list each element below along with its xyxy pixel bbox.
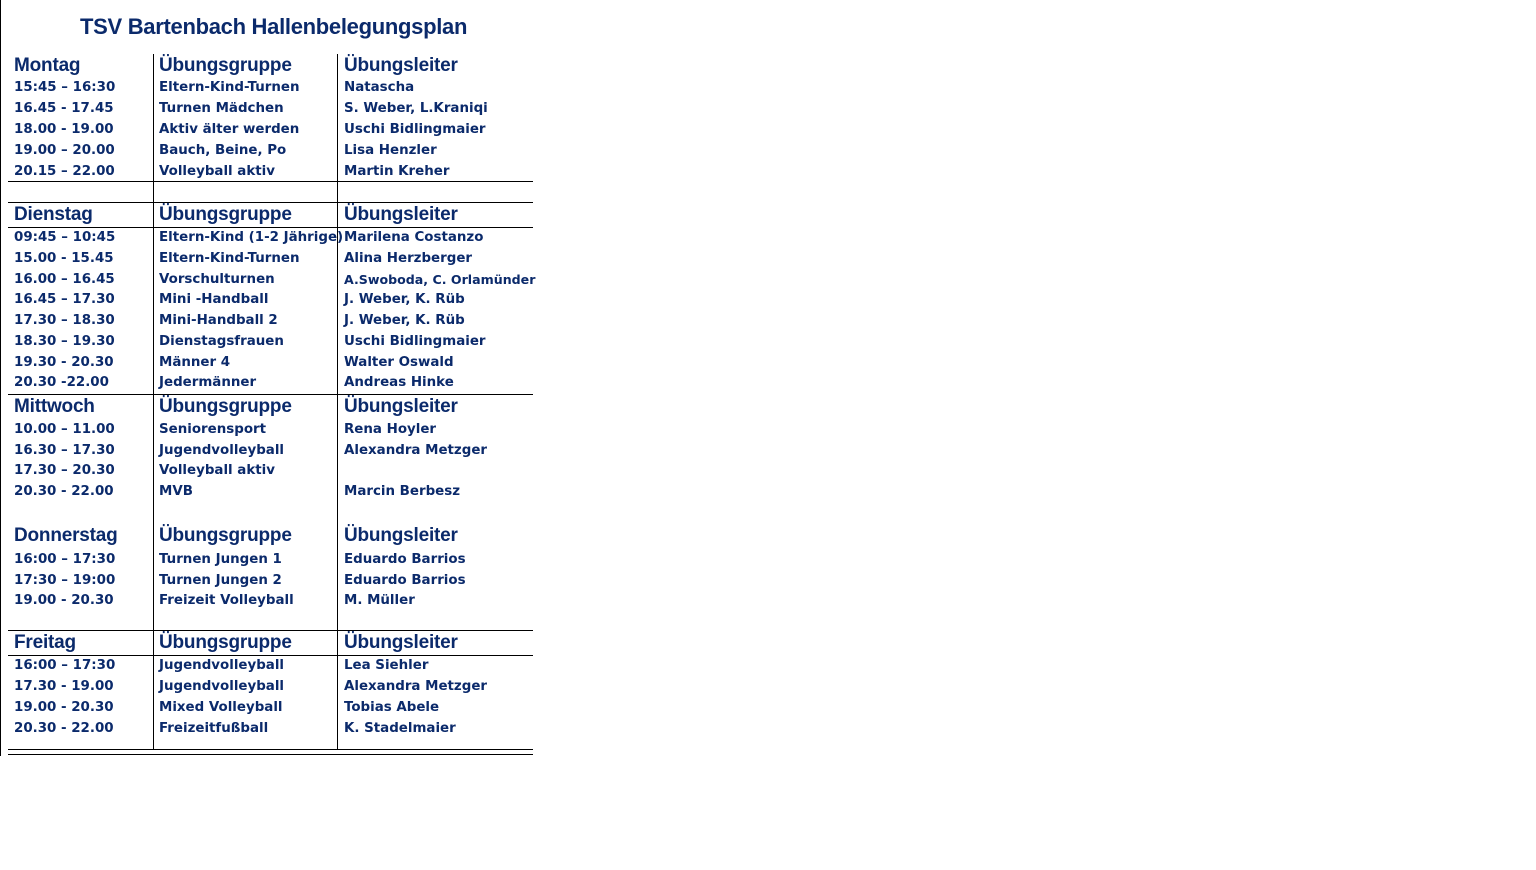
training-group: Volleyball aktiv: [159, 463, 275, 479]
training-group: Mini -Handball: [159, 292, 269, 308]
row-divider: [8, 655, 533, 656]
time-slot: 20.15 – 22.00: [14, 164, 115, 179]
day-heading: Donnerstag: [14, 525, 118, 546]
day-heading: Dienstag: [14, 204, 93, 225]
time-slot: 17.30 – 18.30: [14, 313, 115, 328]
trainer-name: J. Weber, K. Rüb: [344, 313, 465, 328]
training-group: MVB: [159, 484, 193, 500]
row-divider: [8, 394, 533, 395]
time-slot: 19.00 – 20.00: [14, 143, 115, 158]
trainer-name: Eduardo Barrios: [344, 572, 466, 588]
time-slot: 19.00 - 20.30: [14, 699, 114, 715]
training-group: Jugendvolleyball: [159, 678, 285, 694]
leader-column-header: Übungsleiter: [344, 204, 458, 225]
group-column-header: Übungsgruppe: [159, 396, 292, 417]
group-column-header: Übungsgruppe: [159, 55, 292, 76]
time-slot: 20.30 - 22.00: [14, 484, 114, 500]
time-slot: 16.45 – 17.30: [14, 292, 115, 308]
trainer-name: Alexandra Metzger: [344, 442, 488, 458]
row-divider: [8, 202, 533, 203]
training-group: Aktiv älter werden: [159, 122, 300, 137]
time-slot: 19.00 - 20.30: [14, 593, 114, 608]
trainer-name: Tobias Abele: [344, 699, 440, 715]
row-divider: [8, 630, 533, 631]
time-slot: 10.00 – 11.00: [14, 422, 115, 437]
trainer-name: Marilena Costanzo: [344, 230, 484, 245]
time-slot: 17.30 - 19.00: [14, 678, 114, 694]
trainer-name: Eduardo Barrios: [344, 552, 466, 567]
trainer-name: M. Müller: [344, 593, 415, 608]
trainer-name: Uschi Bidlingmaier: [344, 122, 486, 137]
trainer-name: Walter Oswald: [344, 354, 454, 370]
trainer-name: Andreas Hinke: [344, 375, 454, 391]
time-slot: 16.45 - 17.45: [14, 101, 114, 116]
training-group: Jugendvolleyball: [159, 442, 285, 458]
time-slot: 15.00 - 15.45: [14, 250, 114, 266]
day-heading: Montag: [14, 55, 81, 76]
time-slot: 20.30 - 22.00: [14, 720, 114, 736]
column-divider: [337, 54, 338, 750]
time-slot: 16.00 – 16.45: [14, 271, 115, 287]
group-column-header: Übungsgruppe: [159, 632, 292, 653]
training-group: Eltern-Kind-Turnen: [159, 80, 300, 95]
day-heading: Mittwoch: [14, 396, 95, 417]
page-title: TSV Bartenbach Hallenbelegungsplan: [80, 14, 468, 39]
training-group: Seniorensport: [159, 422, 267, 437]
trainer-name: Rena Hoyler: [344, 422, 437, 437]
trainer-name: Lea Siehler: [344, 658, 429, 673]
row-divider: [8, 754, 533, 755]
row-divider: [8, 181, 533, 182]
trainer-name: Natascha: [344, 80, 415, 95]
day-heading: Freitag: [14, 632, 76, 653]
trainer-name: Alexandra Metzger: [344, 678, 488, 694]
training-group: Turnen Jungen 1: [159, 552, 282, 567]
training-group: Eltern-Kind-Turnen: [159, 250, 300, 266]
schedule-sheet: [0, 0, 536, 756]
trainer-name: Alina Herzberger: [344, 250, 473, 266]
time-slot: 15:45 – 16:30: [14, 80, 116, 95]
trainer-name: K. Stadelmaier: [344, 720, 456, 736]
trainer-name: J. Weber, K. Rüb: [344, 292, 465, 308]
trainer-name: Uschi Bidlingmaier: [344, 333, 486, 349]
training-group: Bauch, Beine, Po: [159, 143, 287, 158]
time-slot: 17:30 – 19:00: [14, 572, 116, 588]
training-group: Freizeit Volleyball: [159, 593, 294, 608]
leader-column-header: Übungsleiter: [344, 632, 458, 653]
time-slot: 18.00 - 19.00: [14, 122, 114, 137]
leader-column-header: Übungsleiter: [344, 525, 458, 546]
leader-column-header: Übungsleiter: [344, 396, 458, 417]
training-group: Jugendvolleyball: [159, 658, 285, 673]
training-group: Männer 4: [159, 354, 231, 370]
time-slot: 09:45 – 10:45: [14, 230, 116, 245]
leader-column-header: Übungsleiter: [344, 55, 458, 76]
trainer-name: A.Swoboda, C. Orlamünder: [344, 271, 536, 287]
time-slot: 17.30 – 20.30: [14, 463, 115, 479]
time-slot: 19.30 - 20.30: [14, 354, 114, 370]
training-group: Mixed Volleyball: [159, 699, 283, 715]
training-group: Dienstagsfrauen: [159, 333, 284, 349]
time-slot: 16:00 – 17:30: [14, 658, 116, 673]
trainer-name: Marcin Berbesz: [344, 484, 461, 500]
row-divider: [8, 227, 533, 228]
group-column-header: Übungsgruppe: [159, 204, 292, 225]
training-group: Eltern-Kind (1-2 Jährige): [159, 230, 344, 245]
training-group: Jedermänner: [159, 375, 257, 391]
trainer-name: S. Weber, L.Kraniqi: [344, 101, 488, 116]
training-group: Vorschulturnen: [159, 271, 275, 287]
time-slot: 16.30 – 17.30: [14, 442, 115, 458]
group-column-header: Übungsgruppe: [159, 525, 292, 546]
column-divider: [153, 54, 154, 750]
trainer-name: Martin Kreher: [344, 164, 450, 179]
training-group: Turnen Jungen 2: [159, 572, 282, 588]
training-group: Turnen Mädchen: [159, 101, 284, 116]
training-group: Freizeitfußball: [159, 720, 269, 736]
trainer-name: Lisa Henzler: [344, 143, 437, 158]
training-group: Volleyball aktiv: [159, 164, 275, 179]
row-divider: [8, 749, 533, 750]
time-slot: 16:00 – 17:30: [14, 552, 116, 567]
training-group: Mini-Handball 2: [159, 313, 278, 328]
time-slot: 18.30 – 19.30: [14, 333, 115, 349]
time-slot: 20.30 -22.00: [14, 375, 109, 391]
